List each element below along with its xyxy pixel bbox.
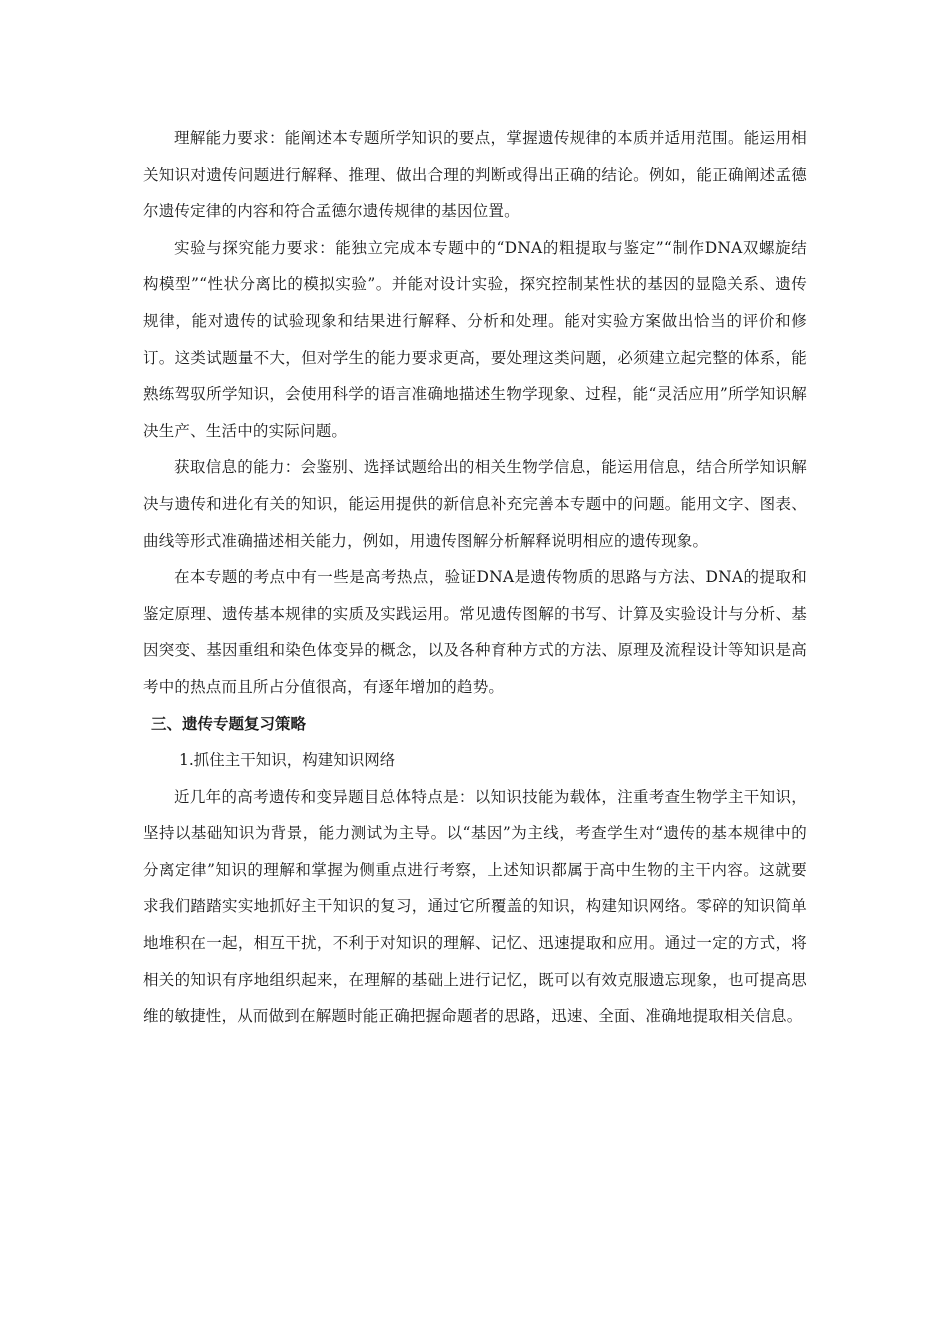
- document-body: [143, 120, 807, 1035]
- section-heading: 三、遗传专题复习策略: [151, 714, 307, 733]
- paragraph-core-knowledge: 近几年的高考遗传和变异题目总体特点是：以知识技能为载体，注重考查生物学主干知识，坚持以基础知识为背景，能力测试为主导。以“基因”为主线，考查学生对“遗传的基本规律中的分离定律”知识的理解和掌握为侧重点进行考察，上述知识都属于高中生物的主干内容。这就要求我们踏踏实实地抓好主干知识的复习，通过它所覆盖的知识，构建知识网络。零碎的知识简单地堆积在一起，相互干扰，不利于对知识的理解、记忆、迅速提取和应用。通过一定的方式，将相关的知识有序地组织起来，在理解的基础上进行记忆，既可以有效克服遗忘现象，也可提高思维的敏捷性，从而做到在解题时能正确把握命题者的思路，迅速、全面、准确地提取相关信息。: [143, 787, 807, 1026]
- paragraph-information-ability: 获取信息的能力：会鉴别、选择试题给出的相关生物学信息，能运用信息，结合所学知识解决与遗传和进化有关的知识，能运用提供的新信息补充完善本专题中的问题。能用文字、图表、曲线等形式准确描述相关能力，例如，用遗传图解分析解释说明相应的遗传现象。: [143, 458, 807, 550]
- paragraph-experiment-ability: 实验与探究能力要求：能独立完成本专题中的“DNA的粗提取与鉴定”“制作DNA双螺旋结构模型”“性状分离比的模拟实验”。并能对设计实验，探究控制某性状的基因的显隐关系、遗传规律，能对遗传的试验现象和结果进行解释、分析和处理。能对实验方案做出恰当的评价和修订。这类试题量不大，但对学生的能力要求更高，要处理这类问题，必须建立起完整的体系，能熟练驾驭所学知识，会使用科学的语言准确地描述生物学现象、过程，能“灵活应用”所学知识解决生产、生活中的实际问题。: [143, 238, 807, 440]
- paragraph-comprehension-ability: 理解能力要求：能阐述本专题所学知识的要点，掌握遗传规律的本质并适用范围。能运用相关知识对遗传问题进行解释、推理、做出合理的判断或得出正确的结论。例如，能正确阐述孟德尔遗传定律的内容和符合孟德尔遗传规律的基因位置。: [143, 129, 807, 221]
- paragraph-exam-hotspots: 在本专题的考点中有一些是高考热点，验证DNA是遗传物质的思路与方法、DNA的提取和鉴定原理、遗传基本规律的实质及实践运用。常见遗传图解的书写、计算及实验设计与分析、基因突变、基因重组和染色体变异的概念，以及各种育种方式的方法、原理及流程设计等知识是高考中的热点而且所占分值很高，有逐年增加的趋势。: [143, 568, 807, 696]
- sub-heading: 1.抓住主干知识，构建知识网络: [179, 751, 396, 770]
